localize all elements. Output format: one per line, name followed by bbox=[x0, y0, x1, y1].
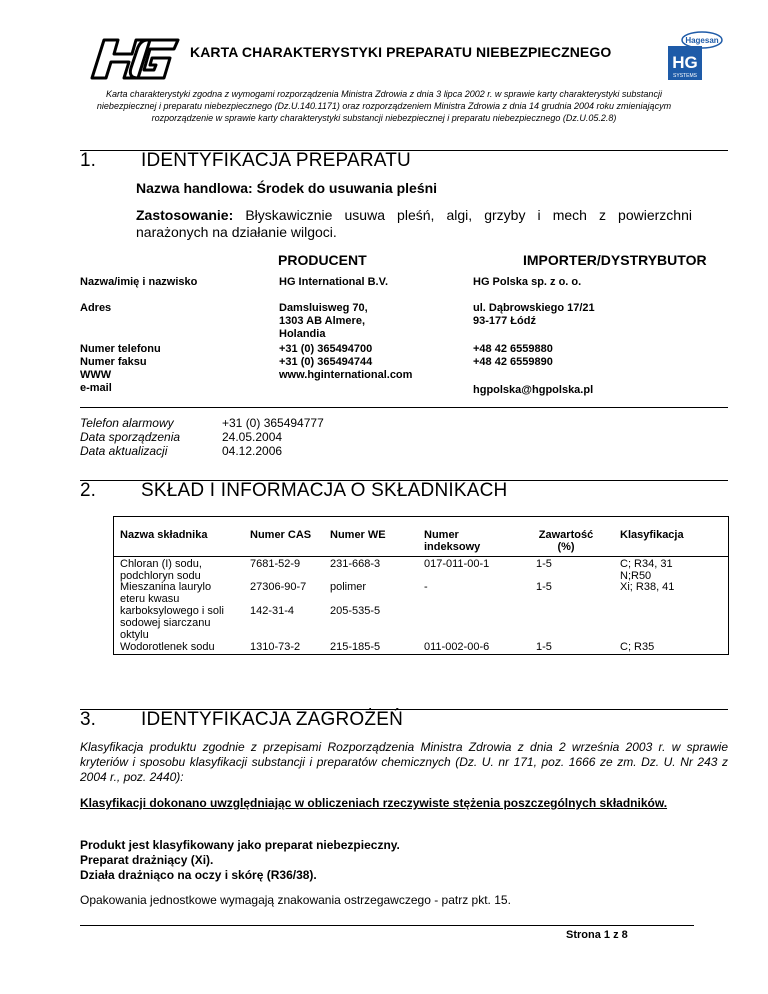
table-row-2-classification: Xi; R38, 41 bbox=[620, 581, 675, 593]
emergency-values: +31 (0) 365494777 24.05.2004 04.12.2006 bbox=[222, 416, 324, 458]
table-row-3-we: 215-185-5 bbox=[330, 641, 381, 653]
importer-email: hgpolska@hgpolska.pl bbox=[473, 384, 594, 396]
th-we: Numer WE bbox=[330, 529, 386, 541]
page-number: Strona 1 z 8 bbox=[566, 929, 628, 941]
th-cas: Numer CAS bbox=[250, 529, 312, 541]
table-row-3-content: 1-5 bbox=[536, 641, 552, 653]
producer-name: HG International B.V. bbox=[279, 276, 389, 288]
table-row-1-content: 1-5 bbox=[536, 558, 552, 570]
contact-divider bbox=[80, 407, 728, 408]
table-header-divider bbox=[113, 556, 729, 557]
table-row-2-content: 1-5 bbox=[536, 581, 552, 593]
packaging-note: Opakowania jednostkowe wymagają znakowania ostrzegawczego - patrz pkt. 15. bbox=[80, 893, 511, 907]
table-row-2-we: polimer 205-535-5 bbox=[330, 581, 381, 617]
usage-text: Błyskawicznie usuwa pleśń, algi, grzyby i mech z powierzchni narażonych na działanie wilgoci. bbox=[136, 207, 692, 240]
th-content: Zawartość (%) bbox=[538, 529, 594, 553]
table-row-1-classification: C; R34, 31 N;R50 bbox=[620, 558, 673, 582]
usage-paragraph bbox=[136, 207, 692, 241]
table-row-1-index: 017-011-00-1 bbox=[424, 558, 490, 570]
footer-divider bbox=[80, 925, 694, 926]
label-address: Adres bbox=[80, 302, 112, 314]
classification-note: Klasyfikacji dokonano uwzględniając w obliczeniach rzeczywiste stężenia poszczególnych składników. bbox=[80, 796, 668, 810]
hg-logo bbox=[90, 32, 182, 84]
regulation-intro: Karta charakterystyki zgodna z wymogami rozporządzenia Ministra Zdrowia z dnia 3 lipca 2002 r. w sprawie karty charakterystyki substancji niebezpiecznej i preparatu niebezpiecznego (Dz.U.140.1171) oraz rozporządzeniem Ministra Zdrowia z dnia 14 grudnia 2004 roku zmieniającym rozporządzenie w sprawie karty charakterystyki substancji niebezpiecznej i preparatu niebezpiecznego (Dz.U.05.2.8) bbox=[96, 89, 672, 123]
section-1-number: 1. bbox=[80, 150, 96, 171]
trade-name: Nazwa handlowa: Środek do usuwania pleśni bbox=[136, 180, 438, 196]
section-3-title: IDENTYFIKACJA ZAGROŻEŃ bbox=[141, 709, 403, 730]
label-contacts: Numer telefonu Numer faksu WWW e-mail bbox=[80, 343, 161, 394]
importer-contacts: +48 42 6559880 +48 42 6559890 bbox=[473, 343, 553, 368]
table-row-3-name: Wodorotlenek sodu bbox=[120, 641, 215, 653]
hazard-statements: Produkt jest klasyfikowany jako preparat niebezpieczny. Preparat drażniący (Xi). Działa drażniąco na oczy i skórę (R36/38). bbox=[80, 838, 400, 882]
producer-address: Damsluisweg 70, 1303 AB Almere, Holandia bbox=[279, 302, 368, 340]
producer-header: PRODUCENT bbox=[278, 252, 367, 268]
importer-name: HG Polska sp. z o. o. bbox=[473, 276, 582, 288]
table-row-1-cas: 7681-52-9 bbox=[250, 558, 301, 570]
emergency-labels: Telefon alarmowy Data sporządzenia Data aktualizacji bbox=[80, 416, 181, 458]
badge-brand-text: Hagesan bbox=[685, 36, 719, 45]
th-classification: Klasyfikacja bbox=[620, 529, 684, 541]
table-row-3-classification: C; R35 bbox=[620, 641, 655, 653]
importer-header: IMPORTER/DYSTRYBUTOR bbox=[523, 252, 707, 268]
badge-systems-text: SYSTEMS bbox=[673, 73, 697, 79]
section-1-title: IDENTYFIKACJA PREPARATU bbox=[141, 150, 411, 171]
table-row-2-index: - bbox=[424, 581, 428, 593]
badge-hg-text: HG bbox=[672, 53, 698, 72]
producer-contacts: +31 (0) 365494700 +31 (0) 365494744 www.hginternational.com bbox=[279, 343, 413, 381]
table-row-1-we: 231-668-3 bbox=[330, 558, 381, 570]
importer-address: ul. Dąbrowskiego 17/21 93-177 Łódź bbox=[473, 302, 595, 327]
hg-systems-badge bbox=[664, 30, 724, 82]
table-row-1-name: Chloran (I) sodu, podchloryn sodu bbox=[120, 558, 202, 582]
table-row-2-name: Mieszanina laurylo eteru kwasu karboksylowego i soli sodowej siarczanu oktylu bbox=[120, 581, 224, 641]
th-index: Numer indeksowy bbox=[424, 529, 481, 553]
section-2-number: 2. bbox=[80, 480, 96, 501]
table-row-3-index: 011-002-00-6 bbox=[424, 641, 490, 653]
th-name: Nazwa składnika bbox=[120, 529, 208, 541]
table-row-3-cas: 1310-73-2 bbox=[250, 641, 301, 653]
classification-text: Klasyfikacja produktu zgodnie z przepisami Rozporządzenia Ministra Zdrowia z dnia 2 września 2003 r. w sprawie kryteriów i sposobu klasyfikacji substancji i preparatów chemicznych (Dz. U. nr 171, poz. 1666 ze zm. Dz. U. Nr 243 z 2004 r., poz. 2440): bbox=[80, 740, 728, 784]
usage-label: Zastosowanie: bbox=[136, 207, 234, 223]
document-title: KARTA CHARAKTERYSTYKI PREPARATU NIEBEZPIECZNEGO bbox=[190, 44, 612, 60]
table-row-2-cas: 27306-90-7 142-31-4 bbox=[250, 581, 307, 617]
section-3-number: 3. bbox=[80, 709, 96, 730]
label-name: Nazwa/imię i nazwisko bbox=[80, 276, 198, 288]
section-2-title: SKŁAD I INFORMACJA O SKŁADNIKACH bbox=[141, 480, 508, 501]
